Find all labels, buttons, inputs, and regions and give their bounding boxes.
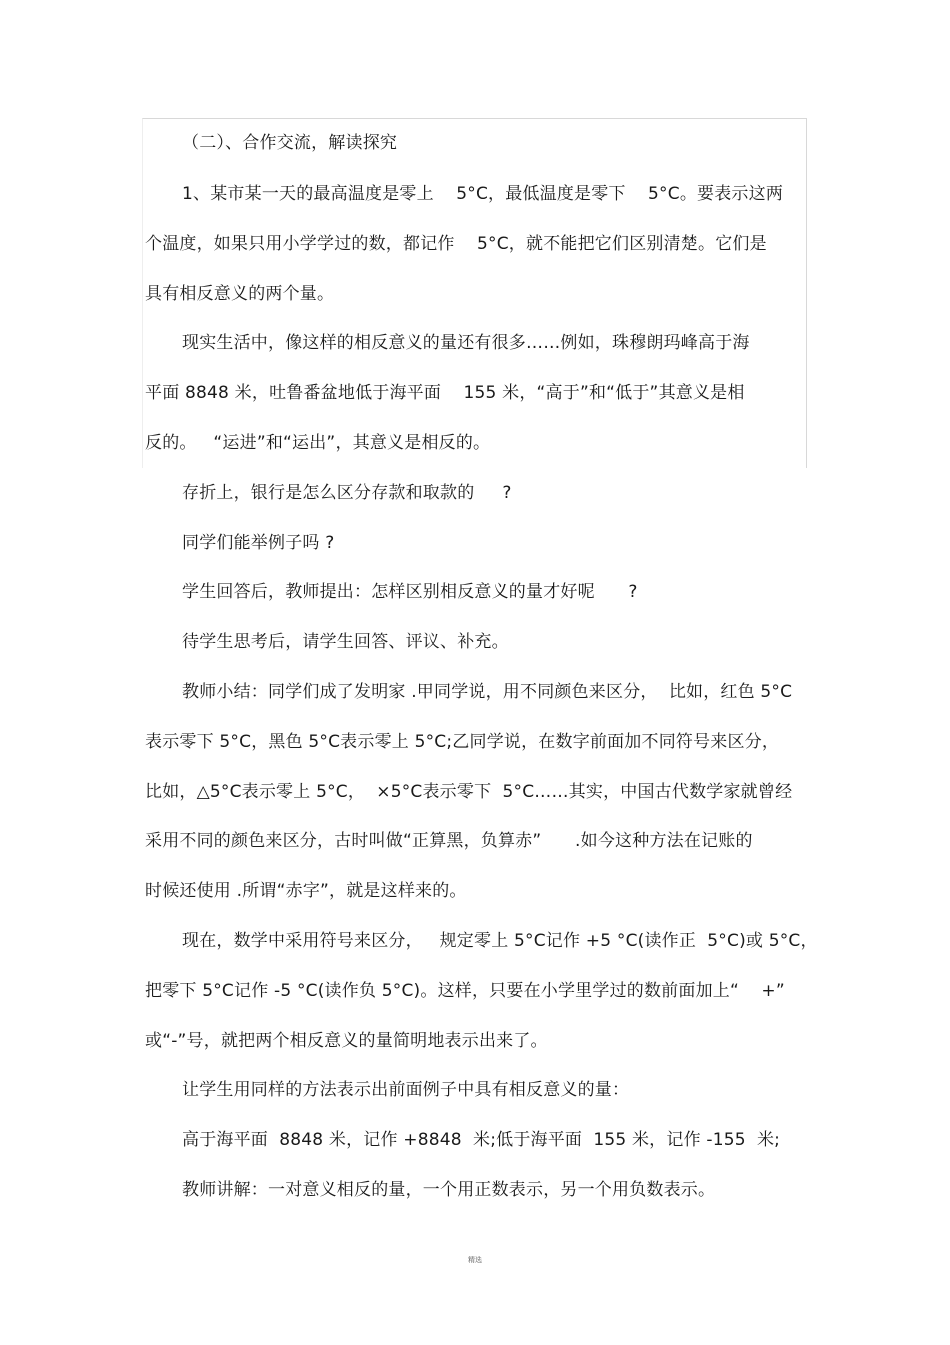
paragraph-line: 现在，数学中采用符号来区分， 规定零上 5°C记作 +5 °C(读作正 5°C)或 5°C， bbox=[182, 931, 818, 951]
paragraph-line: 个温度，如果只用小学学过的数，都记作 5°C，就不能把它们区别清楚。它们是 bbox=[145, 234, 767, 254]
page-footer: 精选 bbox=[468, 1256, 482, 1264]
paragraph-line: 表示零下 5°C，黑色 5°C表示零上 5°C;乙同学说，在数字前面加不同符号来区分， bbox=[145, 732, 780, 752]
section-heading: （二）、合作交流，解读探究 bbox=[182, 133, 398, 153]
paragraph-line: 采用不同的颜色来区分，古时叫做“正算黑，负算赤” .如今这种方法在记账的 bbox=[145, 831, 753, 851]
paragraph-line: 具有相反意义的两个量。 bbox=[145, 284, 335, 304]
paragraph-line: 学生回答后，教师提出：怎样区别相反意义的量才好呢 ? bbox=[182, 582, 638, 602]
paragraph-line: 比如，△5°C表示零上 5°C， ×5°C表示零下 5°C……其实，中国古代数学家就曾经 bbox=[145, 782, 793, 802]
paragraph-line: 教师小结：同学们成了发明家 .甲同学说，用不同颜色来区分， 比如，红色 5°C bbox=[182, 682, 793, 702]
paragraph-line: 高于海平面 8848 米，记作 +8848 米;低于海平面 155 米，记作 -155 米; bbox=[182, 1130, 781, 1150]
paragraph-line: 1、某市某一天的最高温度是零上 5°C，最低温度是零下 5°C。要表示这两 bbox=[182, 184, 784, 204]
paragraph-line: 让学生用同样的方法表示出前面例子中具有相反意义的量： bbox=[182, 1080, 630, 1100]
paragraph-line: 把零下 5°C记作 -5 °C(读作负 5°C)。这样，只要在小学里学过的数前面加上“ +” bbox=[145, 981, 785, 1001]
paragraph-line: 同学们能举例子吗 ? bbox=[182, 533, 335, 553]
paragraph-line: 或“-”号，就把两个相反意义的量简明地表示出来了。 bbox=[145, 1031, 548, 1051]
paragraph-line: 待学生思考后，请学生回答、评议、补充。 bbox=[182, 632, 509, 652]
paragraph-line: 现实生活中，像这样的相反意义的量还有很多……例如，珠穆朗玛峰高于海 bbox=[182, 333, 750, 353]
paragraph-line: 平面 8848 米，吐鲁番盆地低于海平面 155 米，“高于”和“低于”其意义是相 bbox=[145, 383, 745, 403]
paragraph-line: 教师讲解：一对意义相反的量，一个用正数表示，另一个用负数表示。 bbox=[182, 1180, 716, 1200]
paragraph-line: 存折上，银行是怎么区分存款和取款的 ? bbox=[182, 483, 512, 503]
paragraph-line: 反的。 “运进”和“运出”，其意义是相反的。 bbox=[145, 433, 491, 453]
paragraph-line: 时候还使用 .所谓“赤字”，就是这样来的。 bbox=[145, 881, 467, 901]
